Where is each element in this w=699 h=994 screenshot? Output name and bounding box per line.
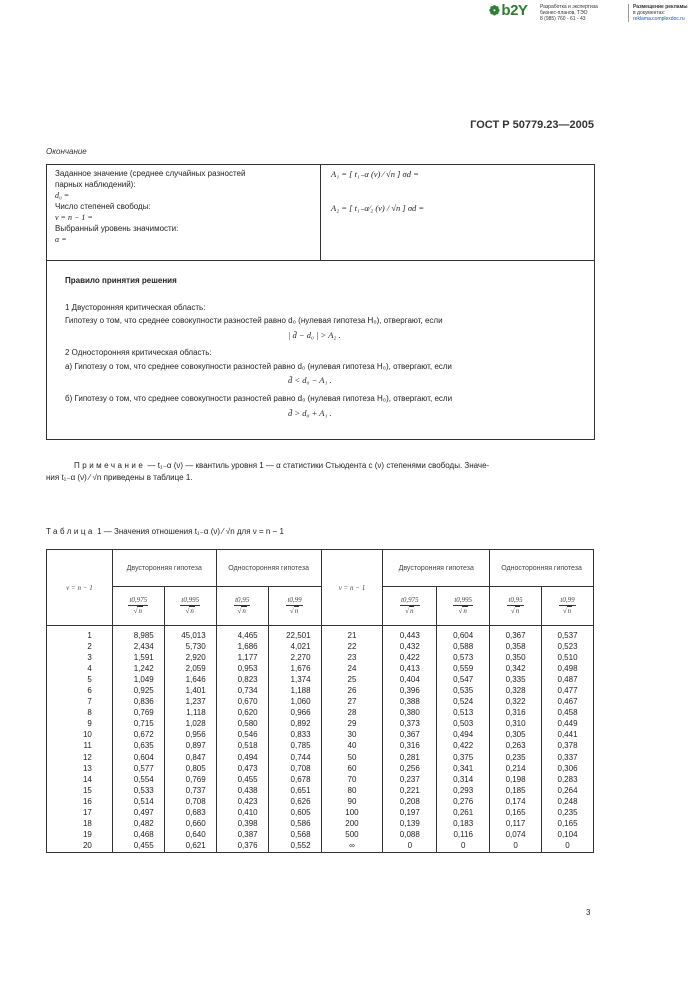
table-caption-text: 1 — Значения отношения t₁₋α (ν) ⁄ √n для ν = n − 1	[97, 527, 284, 536]
col-header-t095: $\frac{t0,95}{√n}$	[216, 587, 268, 626]
table-cell: 0,580	[237, 719, 258, 729]
table-cell: 2,434	[133, 642, 154, 652]
table-cell: 0,293	[453, 785, 474, 795]
table-cell: 0,388	[399, 697, 420, 707]
table-cell: 0,335	[505, 675, 526, 685]
table-cell: 0,847	[185, 752, 206, 762]
decision-rule-box	[46, 260, 595, 440]
table-cell: 0,214	[505, 763, 526, 773]
table-cell: 90	[347, 796, 357, 806]
table-cell: 0,785	[290, 741, 311, 751]
table-cell: 0,449	[557, 719, 578, 729]
table-cell: ∞	[349, 840, 355, 850]
note	[46, 460, 595, 484]
table-cell: 2	[87, 642, 92, 652]
note-text-2: ния t₁₋α (ν) ⁄ √n приведены в таблице 1.	[46, 473, 193, 482]
col-header-t099-right: $\frac{t0,99}{√n}$	[542, 587, 594, 626]
table-cell: 13	[82, 763, 92, 773]
table-cell: 0,248	[557, 796, 578, 806]
frac-num: t0,975	[400, 596, 419, 604]
two-sided-header-left: Двусторонняя гипотеза	[112, 550, 216, 587]
table-cell: 5,730	[185, 642, 206, 652]
table-cell: 3	[87, 653, 92, 663]
table-cell: 0,604	[453, 631, 474, 640]
table-cell: 0,283	[557, 774, 578, 784]
col-header-t099: $\frac{t0,99}{√n}$	[268, 587, 321, 626]
table-cell: 1,177	[237, 653, 258, 663]
nu-header-right: ν = n − 1	[321, 550, 383, 626]
table-cell: 0,605	[290, 807, 311, 817]
table-cell: 1,028	[185, 719, 206, 729]
frac-den: n	[190, 607, 194, 615]
table-cell: 0,503	[453, 719, 474, 729]
table-cell: 0,487	[557, 675, 578, 685]
table-cell: 0,497	[133, 807, 154, 817]
table-cell: 2,920	[185, 653, 206, 663]
table-cell: 0,221	[399, 785, 420, 795]
col-right-t099	[542, 626, 594, 853]
table-cell: 0,422	[453, 741, 474, 751]
table-cell: 0,328	[505, 686, 526, 696]
logo-text: b2Y	[501, 2, 528, 19]
note-line-1	[46, 460, 595, 472]
table-cell: 1,242	[133, 664, 154, 674]
col-header-t0975-right: $\frac{t0,975}{√n}$	[383, 587, 437, 626]
table-cell: 0,264	[557, 785, 578, 795]
table-cell: 4,021	[290, 642, 311, 652]
table-cell: 0,734	[237, 686, 258, 696]
table-cell: 0,261	[453, 807, 474, 817]
table-cell: 8,985	[133, 631, 154, 640]
table-cell: 1,060	[290, 697, 311, 707]
rule-item1-text: Гипотезу о том, что среднее совокупности разностей равно d₀ (нулевая гипотеза H₀), отвергают, если	[65, 316, 443, 325]
table-cell: 29	[347, 719, 357, 729]
frac-num: t0,99	[560, 596, 575, 604]
ad-left-block[interactable]	[540, 4, 622, 22]
table-cell: 14	[82, 774, 92, 784]
table-cell: 0,410	[237, 807, 258, 817]
table-cell: 2,270	[290, 653, 311, 663]
table-cell: 0,683	[185, 807, 206, 817]
table-cell: 0,523	[557, 642, 578, 652]
col-left-t0975	[112, 626, 164, 853]
table-cell: 1	[87, 631, 92, 640]
table-cell: 0,897	[185, 741, 206, 751]
table-caption-label: Таблица	[46, 527, 95, 536]
col-left-t0995	[164, 626, 216, 853]
table-cell: 0,235	[505, 752, 526, 762]
table-cell: 0,310	[505, 719, 526, 729]
table-cell: 0,892	[290, 719, 311, 729]
rule-item2-title: 2 Односторонняя критическая область:	[65, 348, 212, 357]
table-cell: 16	[82, 796, 92, 806]
frac-num: t0,95	[235, 596, 250, 604]
table-caption	[46, 527, 284, 536]
table-cell: 0,423	[237, 796, 258, 806]
table-cell: 0,378	[557, 741, 578, 751]
table-cell: 0,074	[505, 829, 526, 839]
table-cell: 0,737	[185, 785, 206, 795]
table-cell: 0,208	[399, 796, 420, 806]
table-cell: 0,925	[133, 686, 154, 696]
table-cell: 0,316	[505, 708, 526, 718]
table-cell: 0,306	[557, 763, 578, 773]
table-cell: 0,708	[185, 796, 206, 806]
table-cell: 0,473	[237, 763, 258, 773]
table-cell: 0,956	[185, 730, 206, 740]
table-cell: 70	[347, 774, 357, 784]
table-cell: 0,494	[237, 752, 258, 762]
frac-num: t0,995	[454, 596, 473, 604]
rule-item1-title: 1 Двусторонняя критическая область:	[65, 303, 206, 312]
table-cell: 0,744	[290, 752, 311, 762]
table-cell: 25	[347, 675, 357, 685]
table-cell: 40	[347, 741, 357, 751]
table-cell: 28	[347, 708, 357, 718]
table-cell: 0,337	[557, 752, 578, 762]
table-cell: 0,524	[453, 697, 474, 707]
table-cell: 0,104	[557, 829, 578, 839]
table-cell: 0,577	[133, 763, 154, 773]
col-right-t095	[490, 626, 542, 853]
table-cell: 1,401	[185, 686, 206, 696]
table-cell: 0	[565, 840, 570, 850]
table-cell: 20	[82, 840, 92, 850]
col-header-t095-right: $\frac{t0,95}{√n}$	[490, 587, 542, 626]
frac-num: t0,995	[181, 596, 200, 604]
table-cell: 1,374	[290, 675, 311, 685]
rule-item2b-formula: d̄ > d₀ + A₁ .	[288, 408, 332, 418]
table-cell: 1,237	[185, 697, 206, 707]
table-cell: 8	[87, 708, 92, 718]
page-number: 3	[586, 908, 591, 917]
table-cell: 0,533	[133, 785, 154, 795]
nu-header-left: ν = n − 1	[47, 550, 113, 626]
table-cell: 0,116	[453, 829, 473, 839]
table-cell: 0,305	[505, 730, 526, 740]
rule-item1-formula: | d̄ − d₀ | > A₂ .	[288, 330, 341, 340]
table-cell: 0,455	[237, 774, 258, 784]
ad-left-line: Разработка и экспертиза	[540, 4, 598, 10]
col-header-t0995-right: $\frac{t0,995}{√n}$	[437, 587, 490, 626]
frac-den: n	[409, 607, 414, 615]
table-cell: 0,376	[237, 840, 258, 850]
frac-num: t0,975	[129, 596, 148, 604]
frac-den: n	[515, 607, 520, 615]
table-cell: 0,458	[557, 708, 578, 718]
standard-number: ГОСТ Р 50779.23—2005	[470, 119, 594, 131]
given-line: α =	[55, 235, 67, 244]
table-cell: 0,547	[453, 675, 474, 685]
frac-num: t0,95	[508, 596, 523, 604]
table-cell: 0,546	[237, 730, 258, 740]
table-cell: 0,494	[453, 730, 474, 740]
table-cell: 22,501	[286, 631, 311, 640]
table-cell: 0,769	[185, 774, 206, 784]
table-cell: 0,537	[557, 631, 578, 640]
table-cell: 15	[82, 785, 92, 795]
col-header-t0995: $\frac{t0,995}{√n}$	[164, 587, 216, 626]
ad-left-line: 8 (985) 760 - 61 - 43	[540, 16, 586, 22]
table-cell: 0,380	[399, 708, 420, 718]
table-cell: 0,586	[290, 818, 311, 828]
table-cell: 500	[345, 829, 359, 839]
table-cell: 1,676	[290, 664, 311, 674]
table-cell: 2,059	[185, 664, 206, 674]
table-cell: 0,197	[399, 807, 420, 817]
table-cell: 0,139	[399, 818, 420, 828]
table-cell: 23	[347, 653, 357, 663]
table-cell: 0,640	[185, 829, 206, 839]
table-cell: 0,966	[290, 708, 311, 718]
table-cell: 0,467	[557, 697, 578, 707]
table-cell: 1,188	[290, 686, 311, 696]
table-cell: 50	[347, 752, 357, 762]
table-cell: 11	[83, 741, 92, 751]
table-cell: 1,686	[237, 642, 258, 652]
table-cell: 0,552	[290, 840, 311, 850]
col-right-t0975	[383, 626, 437, 853]
table-cell: 0,518	[237, 741, 258, 751]
table-cell: 0,477	[557, 686, 578, 696]
table-cell: 0,554	[133, 774, 154, 784]
table-cell: 0,559	[453, 664, 474, 674]
table-cell: 0,660	[185, 818, 206, 828]
table-cell: 0,670	[237, 697, 258, 707]
table-cell: 1,646	[185, 675, 206, 685]
table-cell: 0,468	[133, 829, 154, 839]
given-line: Заданное значение (среднее случайных разностей	[55, 169, 246, 178]
table-cell: 0,672	[133, 730, 154, 740]
ad-link[interactable]: reklama.complexdoc.ru	[633, 16, 685, 22]
note-label: Примечание	[74, 461, 146, 470]
rule-item2b-text: б) Гипотезу о том, что среднее совокупности разностей равно d₀ (нулевая гипотеза H₀), отвергают, если	[65, 394, 453, 403]
table-cell: 24	[347, 664, 357, 674]
table-cell: 0,373	[399, 719, 420, 729]
table-cell: 0,358	[505, 642, 526, 652]
table-cell: 0,413	[399, 664, 420, 674]
table-body-row	[47, 626, 594, 853]
table-cell: 100	[345, 807, 359, 817]
given-line: парных наблюдений):	[55, 180, 136, 189]
table-cell: 0,498	[557, 664, 578, 674]
table-cell: 0,198	[505, 774, 526, 784]
table-cell: 0,438	[237, 785, 258, 795]
table-cell: 0,833	[290, 730, 311, 740]
table-cell: 0,165	[557, 818, 578, 828]
table-cell: 4	[87, 664, 92, 674]
table-cell: 0,635	[133, 741, 154, 751]
col-left-nu	[47, 626, 113, 853]
table-cell: 7	[87, 697, 92, 707]
table-cell: 60	[347, 763, 357, 773]
table-cell: 0,341	[453, 763, 474, 773]
table-cell: 12	[82, 752, 92, 762]
table-cell: 0,432	[399, 642, 420, 652]
table-cell: 0,367	[505, 631, 526, 640]
table-cell: 0,088	[399, 829, 420, 839]
table-cell: 0,708	[290, 763, 311, 773]
table-cell: 0,404	[399, 675, 420, 685]
table-cell: 0,263	[505, 741, 526, 751]
table-cell: 0,422	[399, 653, 420, 663]
table-cell: 0,316	[399, 741, 420, 751]
table-cell: 26	[347, 686, 357, 696]
col-left-t095	[216, 626, 268, 853]
table-cell: 0,185	[505, 785, 526, 795]
box-divider	[320, 165, 321, 261]
table-cell: 1,118	[186, 708, 206, 718]
table-cell: 19	[82, 829, 92, 839]
ending-label: Окончание	[46, 147, 87, 156]
table-cell: 1,591	[133, 653, 154, 663]
one-sided-header-left: Односторонняя гипотеза	[216, 550, 321, 587]
table-cell: 200	[345, 818, 359, 828]
table-cell: 45,013	[181, 631, 206, 640]
table-cell: 0,235	[557, 807, 578, 817]
table-cell: 0,588	[453, 642, 474, 652]
table-cell: 80	[347, 785, 357, 795]
table-cell: 0	[513, 840, 518, 850]
table-cell: 27	[347, 697, 357, 707]
frac-num: t0,99	[287, 596, 302, 604]
table-cell: 0,183	[453, 818, 474, 828]
table-cell: 0,443	[399, 631, 420, 640]
table-cell: 0,350	[505, 653, 526, 663]
table-cell: 0,375	[453, 752, 474, 762]
two-sided-header-right: Двусторонняя гипотеза	[383, 550, 490, 587]
table-cell: 0,165	[505, 807, 526, 817]
table-cell: 0,514	[133, 796, 154, 806]
leaf-icon: ❁	[489, 3, 500, 18]
table-cell: 0,769	[133, 708, 154, 718]
table-cell: 0,836	[133, 697, 154, 707]
table-cell: 0,256	[399, 763, 420, 773]
table-cell: 5	[87, 675, 92, 685]
col-header-t0975: $\frac{t0,975}{√n}$	[112, 587, 164, 626]
table-cell: 0,678	[290, 774, 311, 784]
one-sided-header-right: Односторонняя гипотеза	[490, 550, 594, 587]
table-cell: 0,805	[185, 763, 206, 773]
table-cell: 0,276	[453, 796, 474, 806]
rule-item2a-text: а) Гипотезу о том, что среднее совокупности разностей равно d₀ (нулевая гипотеза H₀), отвергают, если	[65, 362, 452, 371]
table-cell: 17	[82, 807, 92, 817]
table-cell: 0,620	[237, 708, 258, 718]
table-cell: 0,396	[399, 686, 420, 696]
frac-den: n	[138, 607, 142, 615]
col-right-t0995	[437, 626, 490, 853]
table-cell: 10	[82, 730, 92, 740]
table-cell: 0,715	[133, 719, 154, 729]
given-line: Число степеней свободы:	[55, 202, 151, 211]
table-cell: 0,568	[290, 829, 311, 839]
table-cell: 0,573	[453, 653, 474, 663]
given-line: ν = n − 1 =	[55, 213, 93, 222]
table-cell: 0,342	[505, 664, 526, 674]
table-cell: 0,513	[453, 708, 474, 718]
rule-item2a-formula: d̄ < d₀ − A₁ .	[288, 375, 332, 385]
table-cell: 0,174	[505, 796, 526, 806]
given-values-box	[46, 164, 595, 261]
table-cell: 0,387	[237, 829, 258, 839]
table-cell: 0	[407, 840, 413, 850]
student-quantile-table	[46, 549, 594, 853]
ad-right-line: в документах:	[633, 10, 666, 16]
table-cell: 6	[87, 686, 92, 696]
table-cell: 0,398	[237, 818, 258, 828]
table-cell: 0,482	[133, 818, 154, 828]
frac-den: n	[294, 607, 299, 615]
table-cell: 30	[347, 730, 357, 740]
formula-a2: A₂ = [ t₁₋α⁄₂ (ν) / √n ] σd =	[331, 203, 425, 213]
table-cell: 0,621	[185, 840, 206, 850]
table-cell: 0,604	[133, 752, 154, 762]
ad-right-line: Размещение рекламы	[633, 4, 688, 10]
col-right-nu	[321, 626, 383, 853]
table-cell: 0,823	[237, 675, 258, 685]
table-cell: 0	[460, 840, 466, 850]
table-cell: 0,651	[290, 785, 311, 795]
table-cell: 0,237	[399, 774, 420, 784]
ad-left-line: бизнес-планов, ТЭО	[540, 10, 588, 16]
formula-a1: A₁ = [ t₁₋α (ν) ⁄ √n ] σd =	[331, 169, 419, 179]
table-cell: 0,953	[237, 664, 258, 674]
note-text-1: — t₁₋α (ν) — квантиль уровня 1 — α статистики Стьюдента с (ν) степенями свободы. Значе-	[147, 461, 490, 470]
table-cell: 18	[82, 818, 92, 828]
frac-den: n	[242, 607, 246, 615]
table-cell: 0,455	[133, 840, 154, 850]
table-cell: 0,117	[505, 818, 526, 828]
table-cell: 1,049	[133, 675, 154, 685]
table-cell: 0,322	[505, 697, 526, 707]
table-cell: 9	[87, 719, 92, 729]
table-cell: 21	[347, 631, 357, 640]
col-left-t099	[268, 626, 321, 853]
table-cell: 0,367	[399, 730, 420, 740]
b2y-logo	[489, 2, 527, 19]
given-line: d₀ =	[55, 191, 70, 200]
frac-den: n	[463, 607, 467, 615]
ad-right-block[interactable]	[628, 4, 699, 22]
table-cell: 0,314	[453, 774, 474, 784]
table-cell: 0,535	[453, 686, 474, 696]
table-cell: 0,510	[557, 653, 578, 663]
table-cell: 0,626	[290, 796, 311, 806]
table-cell: 4,465	[237, 631, 258, 640]
table-cell: 22	[347, 642, 357, 652]
frac-den: n	[567, 607, 572, 615]
given-values-list	[55, 168, 315, 245]
rule-title: Правило принятия решения	[65, 276, 177, 285]
table-cell: 0,281	[399, 752, 420, 762]
table-cell: 0,441	[557, 730, 578, 740]
given-line: Выбранный уровень значимости:	[55, 224, 179, 233]
